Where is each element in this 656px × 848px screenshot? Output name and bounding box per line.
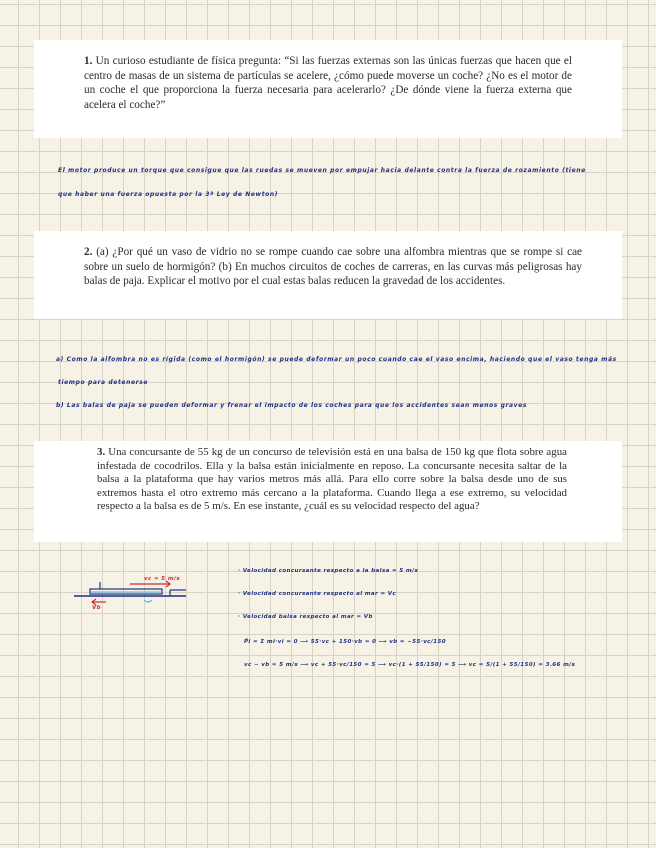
answer-1-line-1: El motor produce un torque que consigue que las ruedas se mueven por empujar hacia delante contra la fuerza de rozamiento (tiene [58, 167, 586, 174]
answer-3-def-1: · Velocidad concursante respecto a la balsa = 5 m/s [238, 568, 419, 574]
answer-2-line-2: tiempo para detenerse [58, 379, 149, 386]
answer-3-equation-2: vc − vb = 5 m/s ⟶ vc + 55·vc/150 = 5 ⟶ vc·(1 + 55/150) = 5 ⟶ vc = 5/(1 + 55/150) = 3.66 m/s [244, 662, 576, 668]
problem-2-card [34, 231, 622, 319]
answer-3-def-3: · Velocidad balsa respecto al mar = Vb [238, 614, 373, 620]
problem-2-text [84, 245, 582, 289]
problem-1-card [34, 40, 622, 138]
sketch-velocity-label: vc = 5 m/s [144, 576, 181, 582]
sketch-raft-label: Vb [92, 605, 101, 611]
answer-1-line-2: que haber una fuerza opuesta por la 3ª Ley de Newton) [58, 191, 279, 198]
problem-statement: (a) ¿Por qué un vaso de vidrio no se rompe cuando cae sobre una alfombra mientras que se rompe si cae sobre un suelo de hormigón? (b) En muchos circuitos de coches de carreras, en las curvas más peligrosas hay balas de paja. Explicar el motivo por el cual estas balas reducen la gravedad de los accidentes. [84, 246, 583, 288]
problem-3-text [97, 446, 567, 514]
answer-3-def-2: · Velocidad concursante respecto al mar = Vc [238, 591, 397, 597]
problem-number: 3. [97, 446, 106, 458]
answer-3-equation-1: P̄i = Σ mi·vi = 0 ⟶ 55·vc + 150·vb = 0 ⟶ vb = −55·vc/150 [244, 639, 446, 645]
problem-number: 2. [84, 246, 93, 258]
problem-statement: Un curioso estudiante de física pregunta: “Si las fuerzas externas son las únicas fuerzas que hacen que el centro de masas de un sistema de partículas se acelere, ¿cómo puede moverse un coche? ¿No es el motor de un coche el que proporciona la fuerza necesaria para acelerarlo? ¿De dónde viene la fuerza externa que acelera el coche?” [84, 55, 572, 111]
problem-1-text [84, 54, 572, 112]
answer-2-line-3: b) Las balas de paja se pueden deformar y frenar el impacto de los coches para que los accidentes sean menos graves [56, 402, 528, 409]
problem-statement: Una concursante de 55 kg de un concurso de televisión está en una balsa de 150 kg que flota sobre agua infestada de cocodrilos. Ella y la balsa están inicialmente en reposo. La concursante necesita saltar de la balsa a la plataforma que hay varios metros más allá. Para ello corre sobre la balsa desde uno de sus extremos hasta el otro extremo más cercano a la plataforma. Cuando llega a ese extremo, su velocidad respecto a la balsa es de 5 m/s. En ese instante, ¿cuál es su velocidad respecto del agua? [97, 446, 567, 512]
problem-3-card [34, 441, 622, 542]
problem-number: 1. [84, 55, 93, 67]
answer-2-line-1: a) Como la alfombra no es rígida (como el hormigón) se puede deformar un poco cuando cae el vaso encima, haciendo que el vaso tenga más [56, 356, 617, 363]
